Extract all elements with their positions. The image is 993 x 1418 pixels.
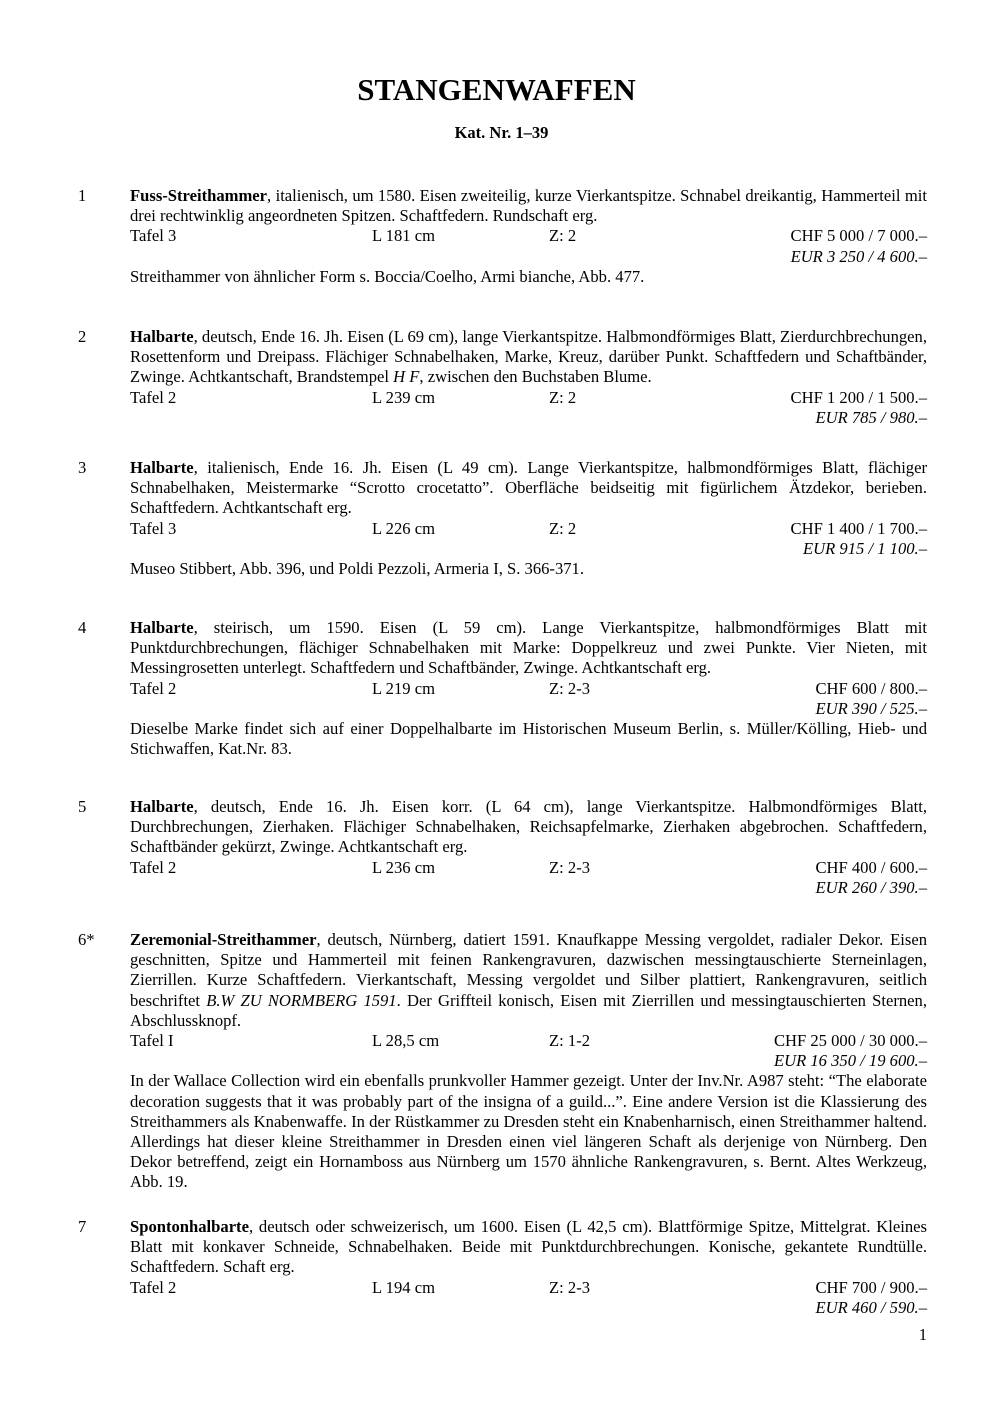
entry-plate: Tafel 2 — [130, 387, 177, 407]
entry-meta — [130, 226, 927, 246]
entry-price-eur: EUR 785 / 980.– — [815, 407, 927, 427]
entry-condition: Z: 2 — [549, 387, 577, 407]
entry-price-eur: EUR 460 / 590.– — [815, 1297, 927, 1317]
entry-note: Dieselbe Marke findet sich auf einer Doppelhalbarte im Historischen Museum Berlin, s. Müller/Kölling, Hieb- und Stichwaffen, Kat.Nr. 83. — [130, 718, 927, 759]
entry-condition: Z: 2-3 — [549, 857, 591, 877]
entry-description: Fuss-Streithammer, italienisch, um 1580. Eisen zweiteilig, kurze Vierkantspitze. Schnabel dreikantig, Hammerteil mit drei rechtwinklig angeordneten Spitzen. Schaftfedern. Rundschaft erg. — [130, 186, 927, 226]
entry-number: 6* — [78, 930, 95, 949]
entry-price-eur: EUR 16 350 / 19 600.– — [773, 1051, 927, 1071]
entry-description: Zeremonial-Streithammer, deutsch, Nürnberg, datiert 1591. Knaufkappe Messing vergoldet, radialer Dekor. Eisen geschnitten, Spitze und Hammerteil mit feinen Rankengravuren, dazwischen messingtauschierte Sterneinlagen, Zierrillen. Kurze Schaftfedern. Vierkantschaft, Messing vergoldet und Silber plattiert, Rankengravuren, seitlich beschriftet B.W ZU NORMBERG 1591. Der Griffteil konisch, Eisen mit Zierrillen und messingtauschierten Sternen, Abschlussknopf. — [130, 930, 927, 1030]
entry-number: 1 — [78, 186, 87, 205]
entry-description: Halbarte, italienisch, Ende 16. Jh. Eisen (L 49 cm). Lange Vierkantspitze, halbmondförmiges Blatt, flächiger Schnabelhaken, Meistermarke “Scrotto crocetatto”. Oberfläche beidseitig mit figürlichem Ätzdekor, berieben. Schaftfedern. Achtkantschaft erg. — [130, 458, 927, 518]
entry-length: L 194 cm — [372, 1277, 435, 1297]
entry-description: Halbarte, deutsch, Ende 16. Jh. Eisen korr. (L 64 cm), lange Vierkantspitze. Halbmondförmiges Blatt, Durchbrechungen, Zierhaken. Flächiger Schnabelhaken, Reichsapfelmarke, Zierhaken abgebrochen. Schaftfedern, Schaftbänder gekürzt, Zwinge. Achtkantschaft erg. — [130, 797, 927, 857]
entry-plate: Tafel 3 — [130, 518, 177, 538]
entry-meta — [130, 1278, 927, 1298]
entry-length: L 236 cm — [372, 857, 435, 877]
entry-price-chf: CHF 5 000 / 7 000.– — [790, 226, 927, 246]
entry-length: L 219 cm — [372, 678, 435, 698]
entry-price-chf: CHF 400 / 600.– — [815, 857, 927, 877]
entry-plate: Tafel 2 — [130, 678, 177, 698]
entry-number: 3 — [78, 458, 87, 477]
entry-length: L 181 cm — [372, 226, 435, 246]
entry-meta — [130, 519, 927, 539]
entry-name: Halbarte — [130, 797, 194, 816]
entry-description: Halbarte, steirisch, um 1590. Eisen (L 59 cm). Lange Vierkantspitze, halbmondförmiges Blatt mit Punktdurchbrechungen, flächiger Schnabelhaken mit Marke: Doppelkreuz und zwei Punkte. Vier Nieten, mit Messingrosetten unterlegt. Schaftfedern und Schaftbänder, Zwinge. Achtkantschaft erg. — [130, 618, 927, 678]
entry-condition: Z: 1-2 — [549, 1031, 591, 1051]
entry-length: L 28,5 cm — [372, 1031, 440, 1051]
entry-meta — [130, 679, 927, 699]
entry-description: Halbarte, deutsch, Ende 16. Jh. Eisen (L 69 cm), lange Vierkantspitze. Halbmondförmiges Blatt, Zierdurchbrechungen, Rosettenform und Dreipass. Flächiger Schnabelhaken, Marke, Kreuz, darüber Punkt. Schaftfedern und Schaftbänder, Zwinge. Achtkantschaft, Brandstempel H F, zwischen den Buchstaben Blume. — [130, 327, 927, 387]
entry-price-chf: CHF 600 / 800.– — [815, 678, 927, 698]
entry-note: Streithammer von ähnlicher Form s. Boccia/Coelho, Armi bianche, Abb. 477. — [130, 266, 645, 286]
entry-note: Museo Stibbert, Abb. 396, und Poldi Pezzoli, Armeria I, S. 366-371. — [130, 558, 584, 578]
entry-condition: Z: 2 — [549, 518, 577, 538]
entry-price-eur: EUR 3 250 / 4 600.– — [790, 246, 927, 266]
entry-meta — [130, 1031, 927, 1051]
entry-name: Spontonhalbarte — [130, 1217, 249, 1236]
entry-name: Zeremonial-Streithammer — [130, 930, 317, 949]
entry-price-eur: EUR 390 / 525.– — [815, 698, 927, 718]
entry-plate: Tafel I — [130, 1031, 174, 1051]
catalog-range: Kat. Nr. 1–39 — [454, 123, 549, 142]
page-title: STANGENWAFFEN — [357, 72, 636, 107]
entry-condition: Z: 2-3 — [549, 678, 591, 698]
entry-plate: Tafel 2 — [130, 1277, 177, 1297]
entry-price-chf: CHF 1 400 / 1 700.– — [790, 518, 927, 538]
page-number: 1 — [918, 1325, 927, 1344]
entry-note: In der Wallace Collection wird ein ebenfalls prunkvoller Hammer gezeigt. Unter der Inv.Nr. A987 steht: “The elaborate decoration suggests that it was probably part of the insigna of a guild...”. Eine andere Version ist die Klassierung des Streithammers als Knabenwaffe. In der Rüstkammer zu Dresden steht ein Knabenharnisch, einen Streithammer haltend. Allerdings hat dieser kleine Streithammer in Dresden einen viel längeren Schaft als derjenige von Nürnberg. Den Dekor betreffend, zeigt ein Hornamboss aus Nürnberg um 1570 ähnliche Rankengravuren, s. Bernt. Altes Werkzeug, Abb. 19. — [130, 1071, 927, 1192]
entry-length: L 226 cm — [372, 518, 435, 538]
entry-condition: Z: 2-3 — [549, 1277, 591, 1297]
entry-name: Halbarte — [130, 458, 194, 477]
entry-price-eur: EUR 260 / 390.– — [815, 877, 927, 897]
entry-name: Halbarte — [130, 327, 194, 346]
entry-name: Fuss-Streithammer — [130, 186, 268, 205]
entry-name: Halbarte — [130, 618, 194, 637]
entry-number: 4 — [78, 618, 87, 637]
entry-plate: Tafel 3 — [130, 226, 177, 246]
entry-meta — [130, 388, 927, 408]
entry-length: L 239 cm — [372, 387, 435, 407]
entry-description: Spontonhalbarte, deutsch oder schweizerisch, um 1600. Eisen (L 42,5 cm). Blattförmige Spitze, Mittelgrat. Kleines Blatt mit konkaver Schneide, Schnabelhaken. Beide mit Punktdurchbrechungen. Konische, gekantete Rundtülle. Schaftfedern. Schaft erg. — [130, 1217, 927, 1277]
entry-number: 2 — [78, 327, 87, 346]
entry-meta — [130, 858, 927, 878]
entry-number: 7 — [78, 1217, 87, 1236]
entry-plate: Tafel 2 — [130, 857, 177, 877]
entry-price-chf: CHF 700 / 900.– — [815, 1277, 927, 1297]
entry-price-eur: EUR 915 / 1 100.– — [803, 538, 927, 558]
entry-price-chf: CHF 25 000 / 30 000.– — [773, 1031, 927, 1051]
entry-number: 5 — [78, 797, 87, 816]
entry-condition: Z: 2 — [549, 226, 577, 246]
entry-price-chf: CHF 1 200 / 1 500.– — [790, 387, 927, 407]
